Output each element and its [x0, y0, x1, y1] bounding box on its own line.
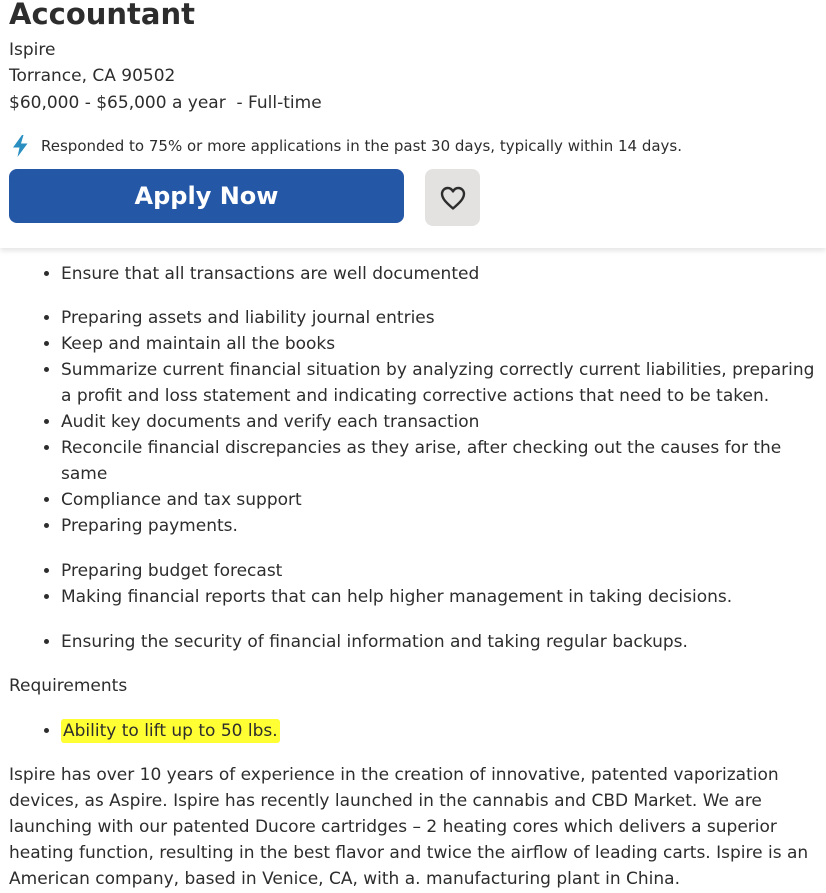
job-header [0, 0, 826, 248]
lightning-icon [11, 135, 30, 157]
responsibilities-list-4 [0, 629, 821, 655]
requirements-heading: Requirements [9, 676, 128, 696]
list-item [61, 718, 821, 744]
heart-icon [439, 185, 467, 211]
highlighted-requirement: Ability to lift up to 50 lbs. [63, 721, 278, 741]
save-job-button[interactable] [425, 169, 480, 226]
list-item: • Audit key documents and verify each transaction [61, 409, 821, 435]
responsibilities-list-2 [0, 305, 821, 539]
company-description: Ispire has over 10 years of experience in the creation of innovative, patented vaporization devices, as Aspire. Ispire has recently launched in the cannabis and CBD Market. We are launching with our patented Ducore cartridges – 2 heating cores which delivers a superior heating function, resulting in the best flavor and twice the airflow of leading carts. Ispire is an American company, based in Venice, CA, with a. manufacturing plant in China. [9, 765, 809, 889]
list-item: • Preparing budget forecast [61, 558, 821, 584]
apply-now-button[interactable]: Apply Now [9, 169, 404, 223]
requirements-list [0, 718, 821, 744]
responsiveness-notice [11, 133, 682, 159]
list-item: • Making financial reports that can help higher management in taking decisions. [61, 584, 821, 610]
list-item: • Ensure that all transactions are well documented [61, 261, 821, 287]
list-item: • Compliance and tax support [61, 487, 821, 513]
list-item: • Reconcile financial discrepancies as they arise, after checking out the causes for the same [61, 435, 821, 487]
responsibilities-list-3 [0, 558, 821, 610]
list-item: • Ensuring the security of financial information and taking regular backups. [61, 629, 821, 655]
list-item: • Keep and maintain all the books [61, 331, 821, 357]
list-item: • Preparing payments. [61, 513, 821, 539]
salary-and-type: $60,000 - $65,000 a year - Full-time [9, 93, 322, 113]
job-location: Torrance, CA 90502 [9, 66, 176, 86]
job-title: Accountant [9, 0, 195, 31]
responsiveness-text: Responded to 75% or more applications in the past 30 days, typically within 14 days. [41, 137, 682, 155]
list-item: • Preparing assets and liability journal entries [61, 305, 821, 331]
company-name[interactable]: Ispire [9, 40, 56, 60]
list-item: • Summarize current financial situation by analyzing correctly current liabilities, preparing a profit and loss statement and indicating corrective actions that need to be taken. [61, 357, 821, 409]
responsibilities-list-1 [0, 261, 821, 287]
